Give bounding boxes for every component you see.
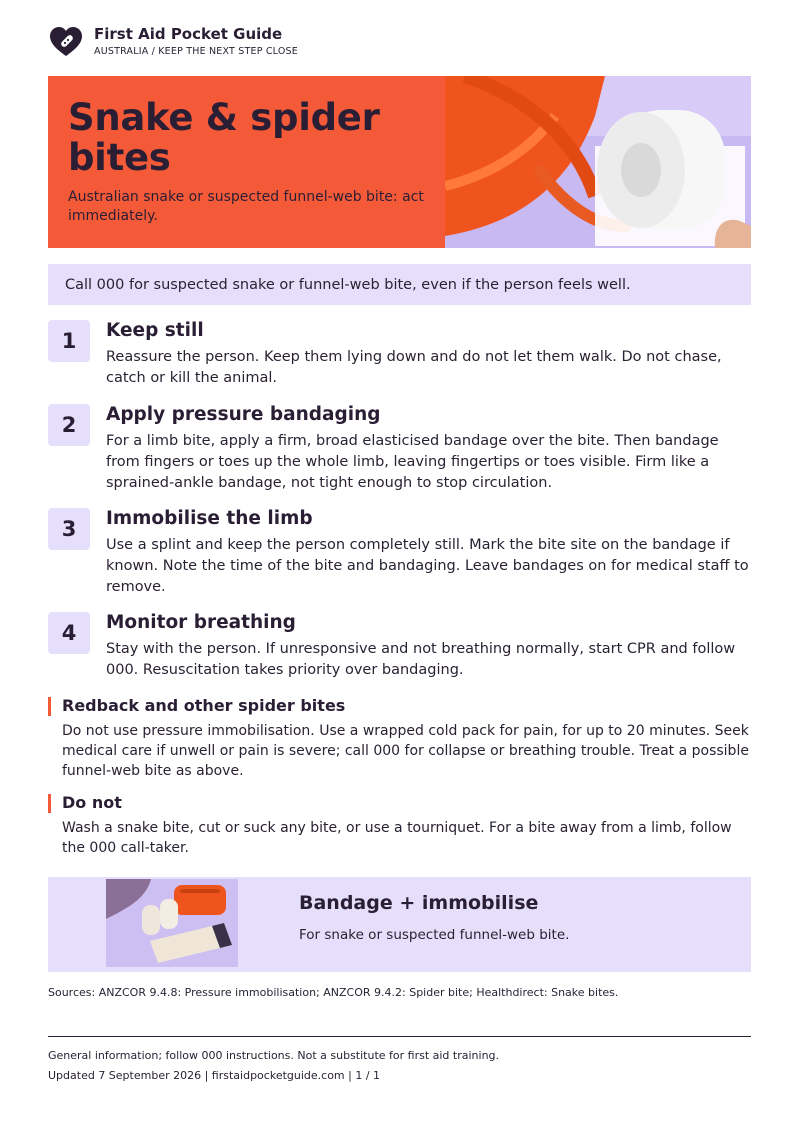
promo-title: Bandage + immobilise [299, 892, 539, 914]
emergency-alert [48, 264, 751, 305]
page-title-line1: Snake & spider [68, 96, 380, 139]
hero-photo-bandage-kit [445, 76, 751, 248]
brand-tagline: AUSTRALIA / KEEP THE NEXT STEP CLOSE [94, 46, 298, 57]
sources-note: Sources: ANZCOR 9.4.8: Pressure immobilisation; ANZCOR 9.4.2: Spider bite; Healthdirect: Snake bites. [48, 986, 619, 999]
section-heading [48, 793, 751, 813]
bandage-promo-panel [48, 877, 751, 972]
section-text: Wash a snake bite, cut or suck any bite, or use a tourniquet. For a bite away from a limb, follow the 000 call-taker. [62, 820, 732, 856]
footer-divider [48, 1036, 751, 1037]
hero-text-panel [48, 76, 445, 248]
section-text: Do not use pressure immobilisation. Use a wrapped cold pack for pain, for up to 20 minutes. Seek medical care if unwell or pain is severe; call 000 for collapse or breathing trouble. Treat a possible funnel-web bite as above. [62, 723, 749, 779]
step-number: 4 [48, 612, 90, 654]
heart-bandage-icon [48, 24, 84, 60]
hero-banner [48, 76, 751, 248]
step-body [106, 320, 751, 389]
step-title: Keep still [106, 320, 204, 341]
section-title: Redback and other spider bites [62, 696, 346, 715]
hero-subtitle: Australian snake or suspected funnel-web bite: act immediately. [68, 189, 424, 224]
step-body [106, 612, 751, 681]
step-title: Immobilise the limb [106, 508, 313, 529]
section-title: Do not [62, 793, 122, 812]
redback-section [48, 696, 751, 781]
step-body [106, 404, 751, 493]
promo-photo-bandages [106, 879, 238, 967]
accent-bar [48, 794, 51, 813]
step-number: 2 [48, 404, 90, 446]
step-title: Monitor breathing [106, 612, 296, 633]
step-text: Stay with the person. If unresponsive and not breathing normally, start CPR and follow 000. Resuscitation takes priority over bandaging. [106, 641, 736, 678]
promo-subtitle: For snake or suspected funnel-web bite. [299, 927, 570, 943]
header [48, 22, 298, 62]
step-text: Use a splint and keep the person completely still. Mark the bite site on the bandage if known. Note the time of the bite and bandaging. Leave bandages on for medical staff to remove. [106, 537, 749, 595]
page-title-line2: bites [68, 136, 171, 179]
step-number: 3 [48, 508, 90, 550]
accent-bar [48, 697, 51, 716]
brand-title: First Aid Pocket Guide [94, 25, 283, 43]
footer-updated: Updated 7 September 2026 | firstaidpocketguide.com | 1 / 1 [48, 1069, 381, 1082]
step-title: Apply pressure bandaging [106, 404, 381, 425]
section-heading [48, 696, 751, 716]
footer-disclaimer: General information; follow 000 instructions. Not a substitute for first aid training. [48, 1049, 500, 1062]
emergency-alert-text: Call 000 for suspected snake or funnel-web bite, even if the person feels well. [65, 276, 631, 293]
step-text: Reassure the person. Keep them lying down and do not let them walk. Do not chase, catch or kill the animal. [106, 349, 722, 386]
page-title [68, 98, 425, 178]
step-number: 1 [48, 320, 90, 362]
do-not-section [48, 793, 751, 858]
step-text: For a limb bite, apply a firm, broad elasticised bandage over the bite. Then bandage from fingers or toes up the whole limb, leaving fingertips or toes visible. Firm like a sprained-ankle bandage, not tight enough to stop circulation. [106, 433, 719, 491]
brand-block [94, 25, 298, 59]
step-body [106, 508, 751, 597]
